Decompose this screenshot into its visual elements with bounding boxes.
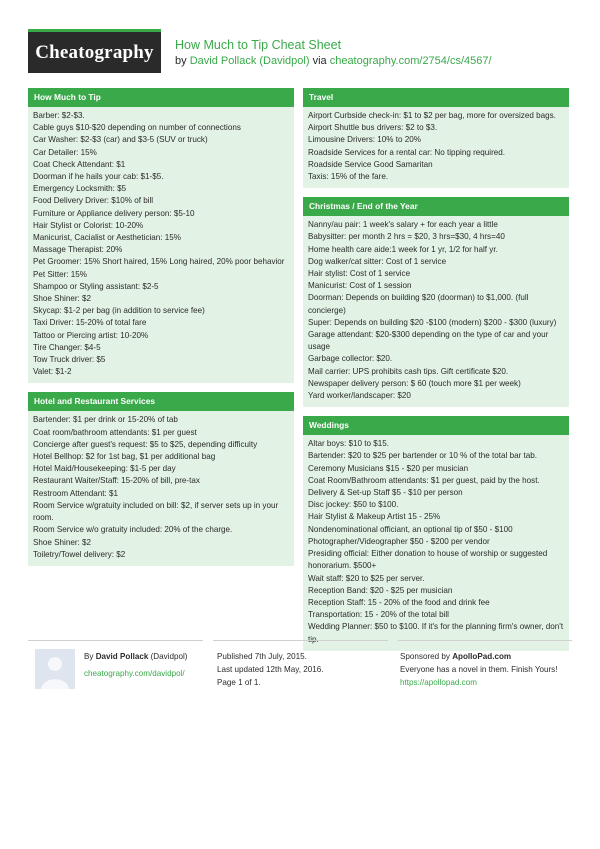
list-item: Coat room/bathroom attendants: $1 per guest — [33, 427, 197, 437]
list-item: Hair stylist: Cost of 1 service — [308, 269, 411, 279]
list-item: Garbage collector: $20. — [308, 354, 393, 364]
sponsor-line — [400, 650, 572, 663]
avatar-placeholder-icon — [35, 649, 75, 689]
section-travel — [303, 88, 569, 188]
sponsor-name[interactable]: ApolloPad.com — [452, 652, 512, 661]
list-item: Ceremony Musicians $15 - $20 per musician — [308, 463, 469, 473]
list-item: Wedding Planner: $50 to $100. If it's for the planning firm's owner, don't — [308, 622, 564, 632]
footer-divider — [398, 640, 572, 641]
list-item: Manicurist: Cost of 1 session — [308, 281, 412, 291]
list-item: Yard worker/landscaper: $20 — [308, 391, 411, 401]
list-item: Airport Curbside check-in: $1 to $2 per bag, more for oversized bags. — [308, 111, 556, 120]
section-title: How Much to Tip — [28, 88, 294, 107]
list-item: Massage Therapist: 20% — [33, 245, 123, 255]
list-item: Food Delivery Driver: $10% of bill — [33, 196, 154, 206]
sponsor-tagline: Everyone has a novel in them. Finish Yours! — [400, 665, 558, 674]
cheatography-logo[interactable]: Cheatography — [28, 29, 161, 73]
section-body — [303, 435, 569, 650]
footer-author — [84, 650, 209, 680]
list-item: Skycap: $1-2 per bag (in addition to service fee) — [33, 306, 205, 316]
list-item: Garage attendant: $20-$300 depending on the type of car and your usage — [308, 330, 549, 352]
footer-divider — [213, 640, 388, 641]
list-item: Pet Groomer: 15% Short haired, 15% Long haired, 20% poor behavior — [33, 257, 285, 267]
section-weddings — [303, 416, 569, 650]
section-christmas — [303, 197, 569, 407]
list-item: Altar boys: $10 to $15. — [308, 439, 389, 449]
right-column — [303, 88, 569, 660]
list-item: Tire Changer: $4-5 — [33, 342, 101, 352]
footer-author-url[interactable]: cheatography.com/davidpol/ — [84, 669, 185, 678]
list-item: Shampoo or Styling assistant: $2-5 — [33, 281, 159, 291]
list-item: Home health care aide:1 week for 1 yr, 1/2 for half yr. — [308, 244, 498, 254]
list-item: Doorman: Depends on building $20 (doorman) to $1,000. (full concierge) — [308, 293, 529, 315]
list-item: Nanny/au pair: 1 week's salary + for each year a little — [308, 220, 498, 230]
list-item: Hotel Bellhop: $2 for 1st bag, $1 per additional bag — [33, 452, 216, 462]
list-item: Babysitter: per month 2 hrs = $20, 3 hrs=$30, 4 hrs=40 — [308, 232, 505, 242]
list-item: Coat Room/Bathroom attendants: $1 per guest, paid by the host. — [308, 475, 540, 485]
by-label: by — [175, 55, 187, 67]
author-link[interactable]: David Pollack (Davidpol) — [189, 55, 310, 67]
updated-date: Last updated 12th May, 2016. — [217, 665, 324, 674]
section-how-much-to-tip — [28, 88, 294, 383]
list-item: Hair Stylist or Colorist: 10-20% — [33, 220, 144, 230]
list-item: Shoe Shiner: $2 — [33, 537, 92, 547]
list-item: Bartender: $1 per drink or 15-20% of tab — [33, 415, 178, 425]
list-item: Tattoo or Piercing artist: 10-20% — [33, 330, 149, 340]
list-item: Limousine Drivers: 10% to 20% — [308, 135, 421, 145]
list-item: Cable guys $10-$20 depending on number of connections — [33, 123, 241, 133]
list-item: Furniture or Appliance delivery person: $5-10 — [33, 208, 195, 218]
list-item: Super: Depends on building $20 -$100 (modern) $200 - $300 (luxury) — [308, 317, 557, 327]
sponsor-label: Sponsored by — [400, 652, 450, 661]
page-number: Page 1 of 1. — [217, 678, 261, 687]
list-item: Shoe Shiner: $2 — [33, 294, 92, 304]
list-item: Dog walker/cat sitter: Cost of 1 service — [308, 256, 447, 266]
list-item: Airport Shuttle bus drivers: $2 to $3. — [308, 123, 438, 133]
list-item: Nondenominational officiant, an optional tip of $50 - $100 — [308, 524, 513, 534]
section-body — [303, 216, 569, 407]
list-item: Photographer/Videographer $50 - $200 per vendor — [308, 536, 490, 546]
list-item: Roadside Service Good Samaritan — [308, 159, 433, 169]
list-item: Restroom Attendant: $1 — [33, 488, 119, 498]
list-item: Pet Sitter: 15% — [33, 269, 87, 279]
footer-divider — [28, 640, 203, 641]
list-item: Hair Stylist & Makeup Artist 15 - 25% — [308, 512, 441, 522]
author-avatar[interactable] — [35, 649, 75, 689]
list-item: Reception Staff: 15 - 20% of the food and drink fee — [308, 597, 490, 607]
list-item: Emergency Locksmith: $5 — [33, 184, 127, 194]
page-title: How Much to Tip Cheat Sheet — [175, 38, 342, 52]
sheet-url-link[interactable]: cheatography.com/2754/cs/4567/ — [329, 55, 492, 67]
list-item: Tow Truck driver: $5 — [33, 355, 106, 365]
list-item: Manicurist, Cacialist or Aesthetician: 15% — [33, 233, 181, 243]
list-item: Mail carrier: UPS prohibits cash tips. Gift certificate $20. — [308, 366, 509, 376]
list-item: Car Washer: $2-$3 (car) and $3-5 (SUV or truck) — [33, 135, 208, 145]
section-body — [303, 107, 569, 188]
list-item: Presiding official: Either donation to house of worship or suggested honorarium. $500+ — [308, 549, 548, 571]
list-item: Toiletry/Towel delivery: $2 — [33, 549, 126, 559]
list-item: Disc jockey: $50 to $100. — [308, 500, 399, 510]
list-item: Taxis: 15% of the fare. — [308, 172, 389, 182]
footer-dates — [217, 650, 387, 689]
list-item: Room Service w/o gratuity included: 20% of the charge. — [33, 525, 233, 535]
list-item: Restaurant Waiter/Staff: 15-20% of bill, pre-tax — [33, 476, 200, 486]
list-item: Taxi Driver: 15-20% of total fare — [33, 318, 147, 328]
sponsor-url[interactable]: https://apollopad.com — [400, 678, 477, 687]
list-item: Hotel Maid/Housekeeping: $1-5 per day — [33, 464, 176, 474]
list-item: Room Service w/gratuity included on bill: $2, if server sets up in your room. — [33, 500, 279, 523]
section-body — [28, 107, 294, 383]
section-body — [28, 411, 294, 565]
footer-author-line — [84, 650, 209, 663]
list-item: Coat Check Attendant: $1 — [33, 159, 126, 169]
list-item: Newspaper delivery person: $ 60 (touch more $1 per week) — [308, 378, 521, 388]
list-item: Roadside Services for a rental car: No tipping required. — [308, 147, 506, 157]
list-item: Car Detailer: 15% — [33, 147, 97, 157]
footer-author-handle: (Davidpol) — [150, 652, 188, 661]
via-label: via — [312, 55, 327, 67]
published-date: Published 7th July, 2015. — [217, 652, 307, 661]
footer-author-name: David Pollack — [95, 652, 149, 661]
section-title: Christmas / End of the Year — [303, 197, 569, 216]
list-item: Barber: $2-$3. — [33, 111, 85, 120]
page-header — [175, 38, 492, 68]
list-item: Doorman if he hails your cab: $1-$5. — [33, 172, 164, 182]
footer-sponsor — [400, 650, 572, 689]
section-title: Hotel and Restaurant Services — [28, 392, 294, 411]
section-title: Travel — [303, 88, 569, 107]
list-item: Concierge after guest's request: $5 to $25, depending difficulty — [33, 439, 258, 449]
byline — [175, 54, 492, 68]
list-item: Valet: $1-2 — [33, 367, 72, 377]
list-item: Reception Band: $20 - $25 per musician — [308, 585, 453, 595]
section-title: Weddings — [303, 416, 569, 435]
list-item: Delivery & Set-up Staff $5 - $10 per person — [308, 488, 463, 498]
list-item: Wait staff: $20 to $25 per server. — [308, 573, 425, 583]
left-column — [28, 88, 294, 575]
list-item: Transportation: 15 - 20% of the total bill — [308, 610, 449, 620]
section-hotel-restaurant — [28, 392, 294, 565]
list-item: Bartender: $20 to $25 per bartender or 10 % of the total bar tab. — [308, 451, 538, 461]
footer-by-label: By — [84, 652, 94, 661]
